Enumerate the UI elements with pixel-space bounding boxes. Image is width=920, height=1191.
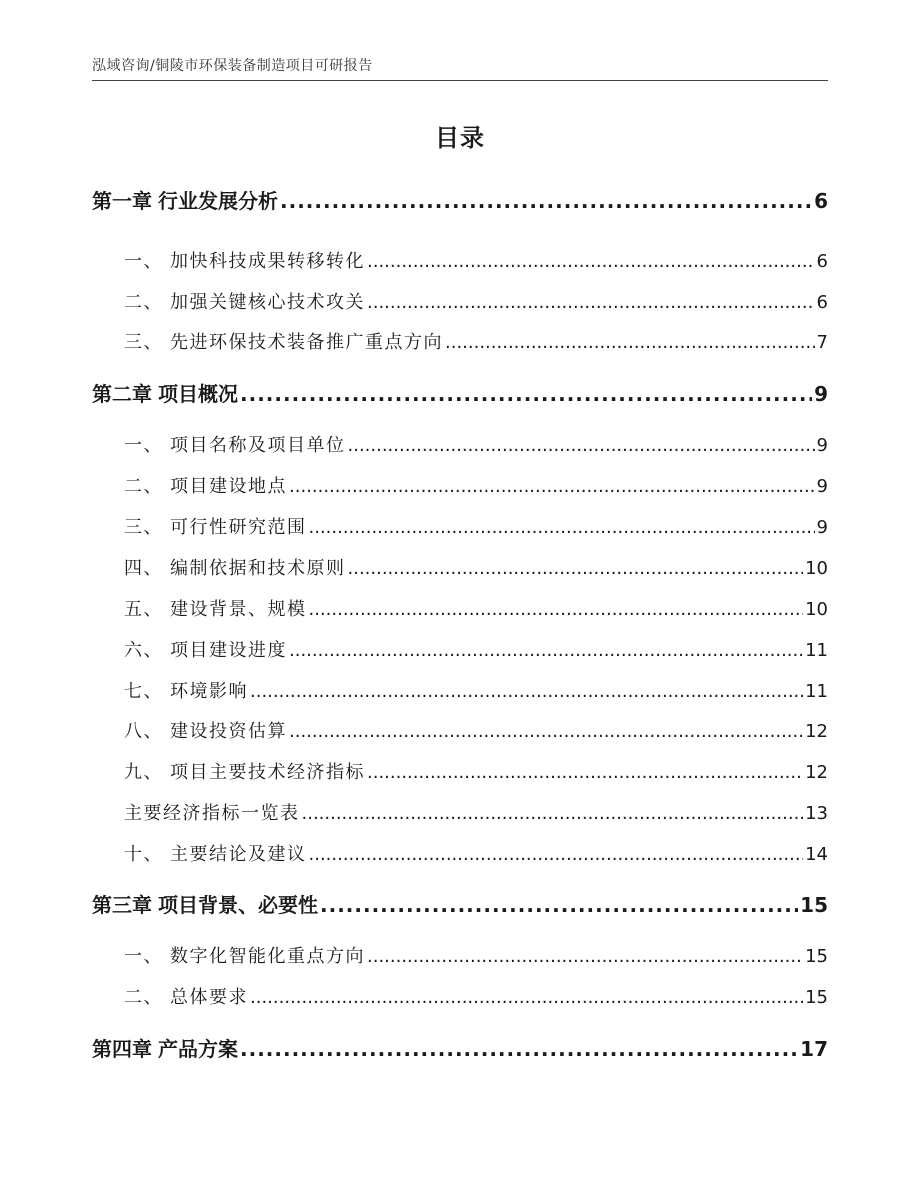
- toc-number: 五、: [124, 599, 163, 620]
- toc-label: 可行性研究范围: [170, 517, 307, 538]
- toc-leader: [309, 844, 804, 865]
- toc-page-number: 11: [805, 681, 828, 702]
- toc-label: 编制依据和技术原则: [170, 558, 346, 579]
- toc-leader: [240, 1037, 798, 1061]
- toc-section[interactable]: [124, 983, 828, 1009]
- toc-title: 目录: [435, 124, 485, 152]
- toc-label: 项目背景、必要性: [158, 893, 318, 917]
- toc-section[interactable]: [124, 288, 828, 314]
- toc-page-number: 11: [805, 640, 828, 661]
- toc-page-number: 17: [800, 1037, 828, 1061]
- toc-label: 项目建设地点: [170, 476, 287, 497]
- toc-chapter-2[interactable]: [92, 378, 828, 407]
- toc-number: 二、: [124, 292, 163, 313]
- toc-page-number: 15: [805, 946, 828, 967]
- toc-section[interactable]: [124, 554, 828, 580]
- toc-label: 加快科技成果转移转化: [170, 251, 365, 272]
- toc-leader: [445, 332, 815, 353]
- toc-page-number: 15: [805, 987, 828, 1008]
- toc-section[interactable]: [124, 799, 828, 825]
- toc-page-number: 7: [816, 332, 828, 353]
- toc-page-number: 12: [805, 762, 828, 783]
- toc-section[interactable]: [124, 328, 828, 354]
- toc-number: 三、: [124, 332, 163, 353]
- toc-leader: [289, 721, 803, 742]
- toc-label: 建设投资估算: [170, 721, 287, 742]
- toc-leader: [348, 558, 804, 579]
- toc-page-number: 15: [800, 893, 828, 917]
- toc-leader: [367, 292, 815, 313]
- toc-section[interactable]: [124, 247, 828, 273]
- toc-label: 总体要求: [170, 987, 248, 1008]
- toc-page-number: 14: [805, 844, 828, 865]
- toc-chapter-3[interactable]: [92, 889, 828, 918]
- toc-leader: [280, 189, 812, 213]
- toc-section[interactable]: [124, 677, 828, 703]
- toc-number: 二、: [124, 476, 163, 497]
- toc-number: 八、: [124, 721, 163, 742]
- toc-label: 行业发展分析: [158, 189, 278, 213]
- toc-number: 四、: [124, 558, 163, 579]
- toc-number: 六、: [124, 640, 163, 661]
- toc-leader: [309, 599, 804, 620]
- toc-number: 第二章: [92, 382, 152, 406]
- toc-leader: [367, 251, 815, 272]
- toc-section[interactable]: [124, 472, 828, 498]
- toc-page-number: 12: [805, 721, 828, 742]
- toc-page-number: 9: [816, 476, 828, 497]
- toc-label: 加强关键核心技术攻关: [170, 292, 365, 313]
- toc-label: 项目建设进度: [170, 640, 287, 661]
- toc-section[interactable]: [124, 431, 828, 457]
- toc-leader: [250, 987, 803, 1008]
- toc-chapter-4[interactable]: [92, 1033, 828, 1062]
- toc-label: 数字化智能化重点方向: [170, 946, 365, 967]
- toc-leader: [289, 640, 803, 661]
- toc-leader: [367, 946, 803, 967]
- toc-section[interactable]: [124, 840, 828, 866]
- header-divider: [92, 80, 828, 81]
- toc-label: 项目概况: [158, 382, 238, 406]
- toc-label: 建设背景、规模: [170, 599, 307, 620]
- toc-number: 第四章: [92, 1037, 152, 1061]
- toc-leader: [302, 803, 804, 824]
- toc-label: 主要经济指标一览表: [124, 803, 300, 824]
- toc-leader: [250, 681, 803, 702]
- toc-chapter-1[interactable]: [92, 185, 828, 214]
- toc-section[interactable]: [124, 717, 828, 743]
- page-header: 泓域咨询/铜陵市环保装备制造项目可研报告: [92, 58, 373, 74]
- toc-leader: [240, 382, 812, 406]
- toc-leader: [309, 517, 815, 538]
- toc-label: 环境影响: [170, 681, 248, 702]
- toc-label: 项目名称及项目单位: [170, 435, 346, 456]
- toc-number: 七、: [124, 681, 163, 702]
- toc-leader: [348, 435, 815, 456]
- toc-leader: [320, 893, 798, 917]
- toc-section[interactable]: [124, 595, 828, 621]
- toc-page-number: 10: [805, 599, 828, 620]
- toc-number: 十、: [124, 844, 163, 865]
- toc-number: 第三章: [92, 893, 152, 917]
- toc-page-number: 6: [814, 189, 828, 213]
- toc-page-number: 6: [816, 251, 828, 272]
- toc-page-number: 13: [805, 803, 828, 824]
- toc-page-number: 9: [816, 517, 828, 538]
- toc-page-number: 9: [814, 382, 828, 406]
- toc-number: 一、: [124, 435, 163, 456]
- toc-section[interactable]: [124, 513, 828, 539]
- toc-number: 三、: [124, 517, 163, 538]
- toc-number: 二、: [124, 987, 163, 1008]
- toc-number: 一、: [124, 251, 163, 272]
- toc-page-number: 6: [816, 292, 828, 313]
- toc-number: 一、: [124, 946, 163, 967]
- toc-section[interactable]: [124, 636, 828, 662]
- toc-label: 项目主要技术经济指标: [170, 762, 365, 783]
- toc-section[interactable]: [124, 758, 828, 784]
- toc-label: 先进环保技术装备推广重点方向: [170, 332, 443, 353]
- toc-page-number: 10: [805, 558, 828, 579]
- toc-leader: [367, 762, 803, 783]
- toc-leader: [289, 476, 815, 497]
- toc-label: 主要结论及建议: [170, 844, 307, 865]
- toc-page-number: 9: [816, 435, 828, 456]
- toc-number: 九、: [124, 762, 163, 783]
- toc-label: 产品方案: [158, 1037, 238, 1061]
- toc-section[interactable]: [124, 942, 828, 968]
- toc-number: 第一章: [92, 189, 152, 213]
